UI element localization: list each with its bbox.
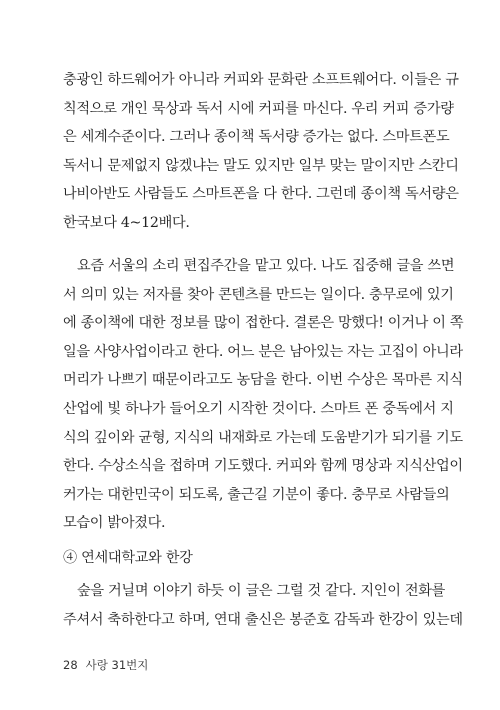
paragraph-1-line: 은 세계수준이다. 그러나 종이책 독서량 증가는 없다. 스마트폰도 bbox=[63, 129, 450, 146]
paragraph-1-line: 칙적으로 개인 묵상과 독서 시에 커피를 마신다. 우리 커피 증가량 bbox=[63, 100, 454, 117]
paragraph-1 bbox=[63, 66, 459, 238]
book-title: 사랑 31번지 bbox=[85, 658, 149, 672]
paragraph-2-line: 식의 깊이와 균형, 지식의 내재화로 가는데 도움받기가 되기를 기도 bbox=[63, 429, 463, 446]
paragraph-3 bbox=[63, 577, 463, 634]
paragraph-1-line: 나비아반도 사람들도 스마트폰을 다 한다. 그런데 종이책 독서량은 bbox=[63, 186, 459, 203]
paragraph-2-line: 일을 사양사업이라고 한다. 어느 분은 남아있는 자는 고집이 아니라 bbox=[63, 343, 463, 360]
paragraph-2-line: 머리가 나쁘기 때문이라고도 농담을 한다. 이번 수상은 목마른 지식 bbox=[63, 372, 463, 389]
paragraph-2-line: 요즘 서울의 소리 편집주간을 맡고 있다. 나도 집중해 글을 쓰면 bbox=[77, 258, 455, 274]
paragraph-2-line: 모습이 밝아졌다. bbox=[63, 515, 166, 532]
paragraph-1-line: 한국보다 4~12배다. bbox=[63, 214, 190, 231]
paragraph-2 bbox=[63, 252, 464, 538]
paragraph-2-line: 에 종이책에 대한 정보를 많이 접한다. 결론은 망했다! 이거나 이 쪽 bbox=[63, 315, 464, 332]
paragraph-1-line: 독서니 문제없지 않겠냐는 말도 있지만 일부 맞는 말이지만 스칸디 bbox=[63, 157, 459, 174]
paragraph-2-line: 커가는 대한민국이 되도록, 출근길 기분이 좋다. 충무로 사람들의 bbox=[63, 486, 450, 503]
section-heading: ④ 연세대학교와 한강 bbox=[63, 550, 193, 566]
paragraph-2-line: 한다. 수상소식을 접하며 기도했다. 커피와 함께 명상과 지식산업이 bbox=[63, 458, 463, 475]
paragraph-1-line: 충광인 하드웨어가 아니라 커피와 문화란 소프트웨어다. 이들은 규 bbox=[63, 72, 459, 88]
paragraph-2-line: 서 의미 있는 저자를 찾아 콘텐츠를 만드는 일이다. 충무로에 있기 bbox=[63, 286, 454, 303]
page-number: 28 bbox=[63, 658, 78, 672]
paragraph-3-line: 주셔서 축하한다고 하며, 연대 출신은 봉준호 감독과 한강이 있는데 bbox=[63, 611, 463, 628]
paragraph-3-line: 숲을 거닐며 이야기 하듯 이 글은 그럴 것 같다. 지인이 전화를 bbox=[77, 583, 446, 599]
paragraph-2-line: 산업에 빛 하나가 들어오기 시작한 것이다. 스마트 폰 중독에서 지 bbox=[63, 400, 454, 417]
page-footer bbox=[63, 657, 156, 673]
